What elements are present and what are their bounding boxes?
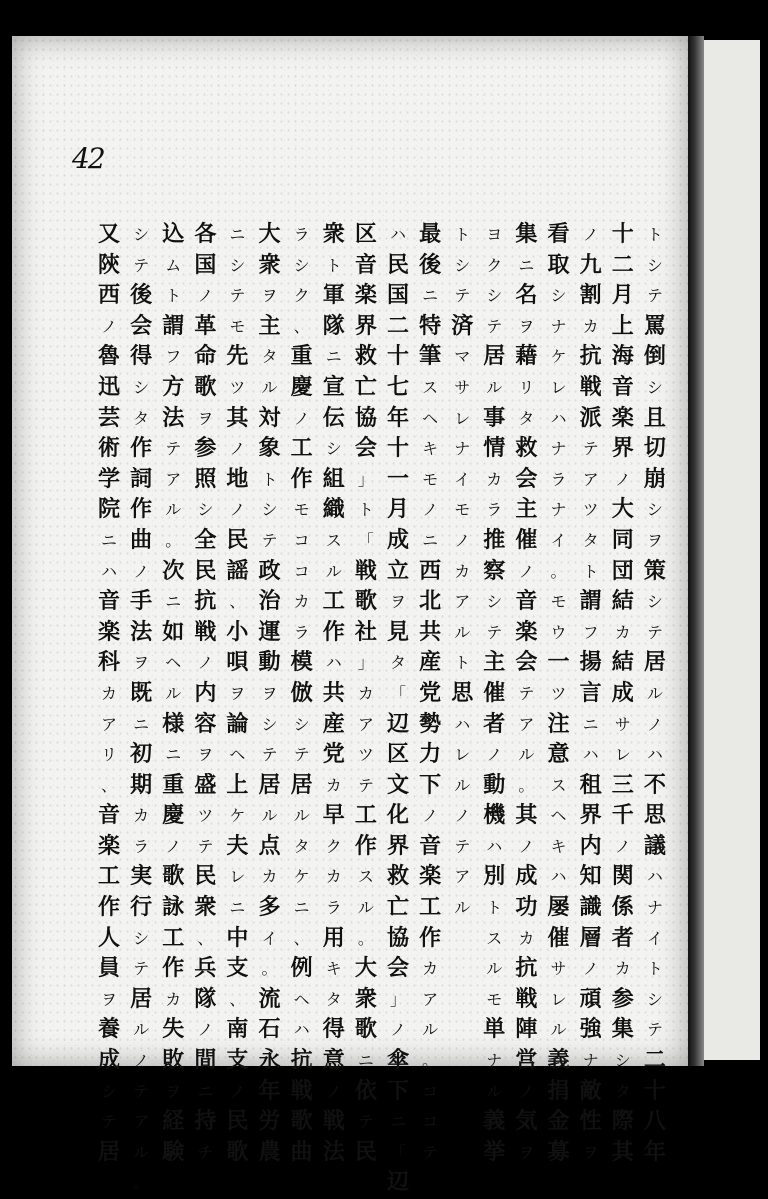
book-gutter (688, 36, 704, 1066)
text-column: ハ 民 国 二 十 七 年 十 一 月 成 立 ヲ 見 タ 「 辺 区 文 化 界 救 亡 協 会 」 ノ 傘 下 ニ 「 辺 (386, 225, 409, 1196)
text-column: ト シ テ 罵 倒 シ 且 切 崩 シ ヲ 策 シ テ 居 ル ノ ハ 不 思 議 ハ ナ イ ト シ テ 二 十 八 年 (643, 225, 666, 1165)
text-column: 最 後 ニ 特 筆 ス ヘ キ モ ノ ニ 西 北 共 産 党 勢 力 下 ノ 音 楽 工 作 カ ア ル 。 コ コ テ (419, 222, 442, 1162)
text-column: 十 二 月 上 海 音 楽 界 ノ 大 同 団 結 カ 結 成 サ レ 三 千 ノ 関 係 者 カ 参 集 シ タ 際 其 (611, 222, 634, 1165)
text-column: 各 国 ノ 革 命 歌 ヲ 参 照 シ 全 民 抗 戦 ノ 内 容 ヲ 盛 ツ テ 民 衆 、 兵 隊 ノ 間 ニ 持 チ (194, 222, 217, 1162)
vertical-text-body (96, 220, 668, 1196)
text-column: ラ シ ク 、 重 慶 ノ 工 作 モ コ コ カ ラ 模 倣 シ テ 居 ル タ ケ ニ 、 例 ヘ ハ 抗 戦 歌 曲 (290, 225, 313, 1165)
text-column: 又 陝 西 ノ 魯 迅 芸 術 学 院 ニ ハ 音 楽 科 カ ア リ 、 音 楽 工 作 人 員 ヲ 養 成 シ テ 居 (97, 222, 120, 1165)
text-column: 看 取 シ ナ ケ レ ハ ナ ラ ナ イ 。 モ ウ 一 ツ 注 意 ス ヘ キ ハ 屡 催 サ レ ル 義 捐 金 募 (547, 222, 570, 1165)
text-column: 込 ム ト 謂 フ 方 法 テ ア ル 。 次 ニ 如 ヘ ル 様 ニ 重 慶 ノ 歌 詠 工 作 カ 失 敗 ヲ 経 験 (162, 222, 185, 1165)
page-number: 42 (72, 142, 104, 175)
text-column: ヨ ク シ テ 居 ル 事 情 カ ラ 推 察 シ テ 主 催 者 ノ 動 機 ハ 別 ト ス ル モ 単 ナ ル 義 挙 (483, 225, 506, 1165)
text-column: ト シ テ 済 マ サ レ ナ イ モ ノ カ ア ル ト 思 ハ レ ル ノ テ ア ル (451, 225, 474, 918)
text-column: 区 音 楽 界 救 亡 協 会 」 ト 「 戦 歌 社 」 カ ア ツ テ 工 作 ス ル 。 大 衆 歌 ニ 依 テ 民 (354, 222, 377, 1165)
text-column: ニ シ テ モ 先 ツ 其 ノ 地 ノ 民 謡 、 小 唄 ヲ 論 ヘ 上 ケ 夫 レ ニ 中 支 、 南 支 ノ 民 歌 (226, 225, 249, 1165)
text-column: シ テ 後 会 得 シ タ 作 詞 作 曲 ノ 手 法 ヲ 既 ニ 初 期 カ ラ 実 行 シ テ 居 ル ノ テ ア ル 。 (130, 225, 153, 1193)
text-column: 衆 ト 軍 隊 ニ 宣 伝 シ 組 織 ス ル 工 作 ハ 共 産 党 カ 早 ク カ ラ 用 キ タ 得 意 ノ 戦 法 (322, 222, 345, 1165)
text-column: ノ 九 割 カ 抗 戦 派 テ ア ツ タ ト 謂 フ 揚 言 ニ ハ 租 界 内 知 識 層 ノ 頑 強 ナ 敵 性 ヲ (579, 225, 602, 1162)
text-column: 大 衆 ヲ 主 タ ル 対 象 ト シ テ 政 治 運 動 ヲ シ テ 居 ル 点 カ 多 イ 。 流 石 永 年 労 農 (258, 222, 281, 1165)
adjacent-page-edge (704, 40, 760, 1060)
document-page (12, 36, 688, 1196)
text-column: 集 ニ 名 ヲ 藉 リ タ 救 会 主 催 ノ 音 楽 会 テ ア ル 。 其 ノ 成 功 カ 抗 戦 陣 営 ノ 気 ヲ (515, 222, 538, 1162)
